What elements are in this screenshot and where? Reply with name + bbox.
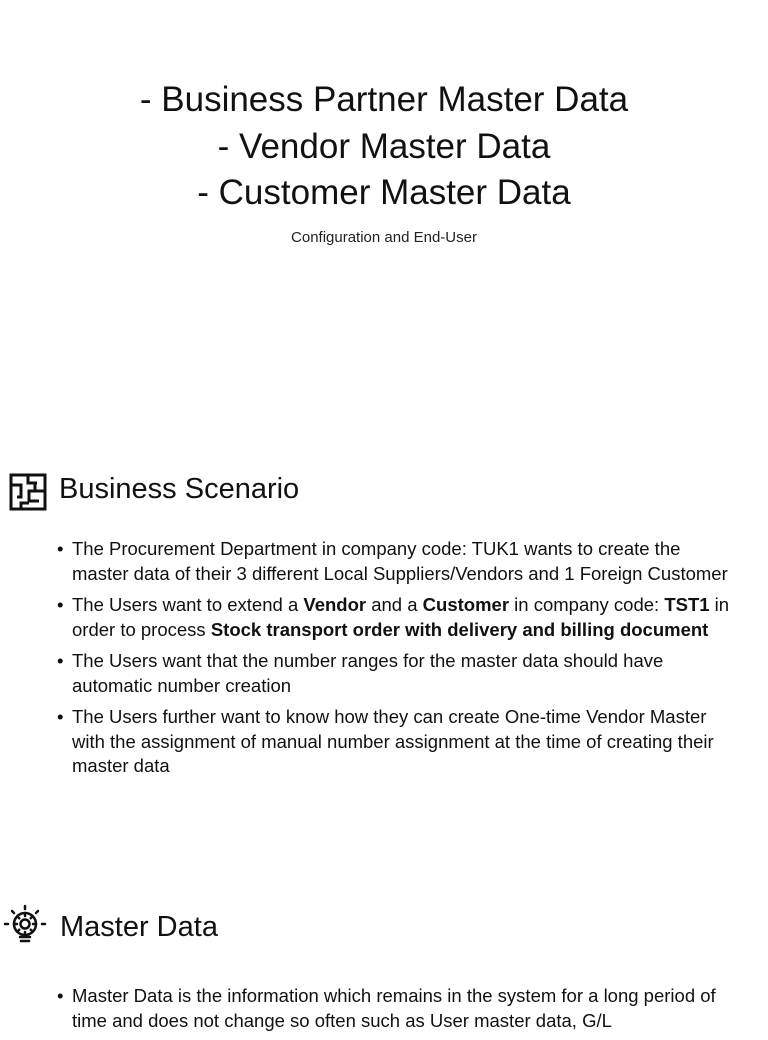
title-line-2: - Vendor Master Data [217,127,551,166]
bullet-text-bold: TST1 [664,594,710,615]
bullet-text: The Users further want to know how they can create One-time Vendor Master with the assignment of manual number assignment at the time of creating their master data [72,706,714,776]
bullet-text: Master Data is the information which remains in the system for a long period of time and does not change so often such as User master data, G/L [72,985,716,1031]
bullet-text: The Users want to extend a [72,594,304,615]
bullet-text-bold: Stock transport order with delivery and billing document [210,618,709,640]
lightbulb-gear-icon [2,904,48,957]
bullet-text: and a [366,594,423,615]
maze-icon [9,473,47,516]
bullet-text-bold: Customer [422,594,510,615]
section-title: Master Data [60,911,218,943]
bullet-text-bold: Vendor [303,594,367,615]
bullet-item [57,705,737,779]
bullet-item [57,649,737,698]
title-line-3: - Customer Master Data [197,173,571,212]
business-scenario-header [0,468,768,518]
master-data-header [0,904,768,954]
title-slide [0,0,768,420]
master-data-bullets [57,984,737,1040]
business-scenario-bullets [57,537,737,786]
bullet-text: in order to process [72,594,730,640]
bullet-text: in company code: [509,594,665,615]
bullet-item [57,593,737,642]
bullet-item [57,537,737,586]
subtitle: Configuration and End-User [291,229,477,246]
bullet-text: The Users want that the number ranges for the master data should have automatic number creation [72,650,664,696]
section-title: Business Scenario [59,473,300,505]
bullet-text: The Procurement Department in company code: TUK1 wants to create the master data of their 3 different Local Suppliers/Vendors and 1 Foreign Customer [72,538,728,584]
bullet-item [57,984,737,1033]
title-line-1: - Business Partner Master Data [139,80,629,119]
